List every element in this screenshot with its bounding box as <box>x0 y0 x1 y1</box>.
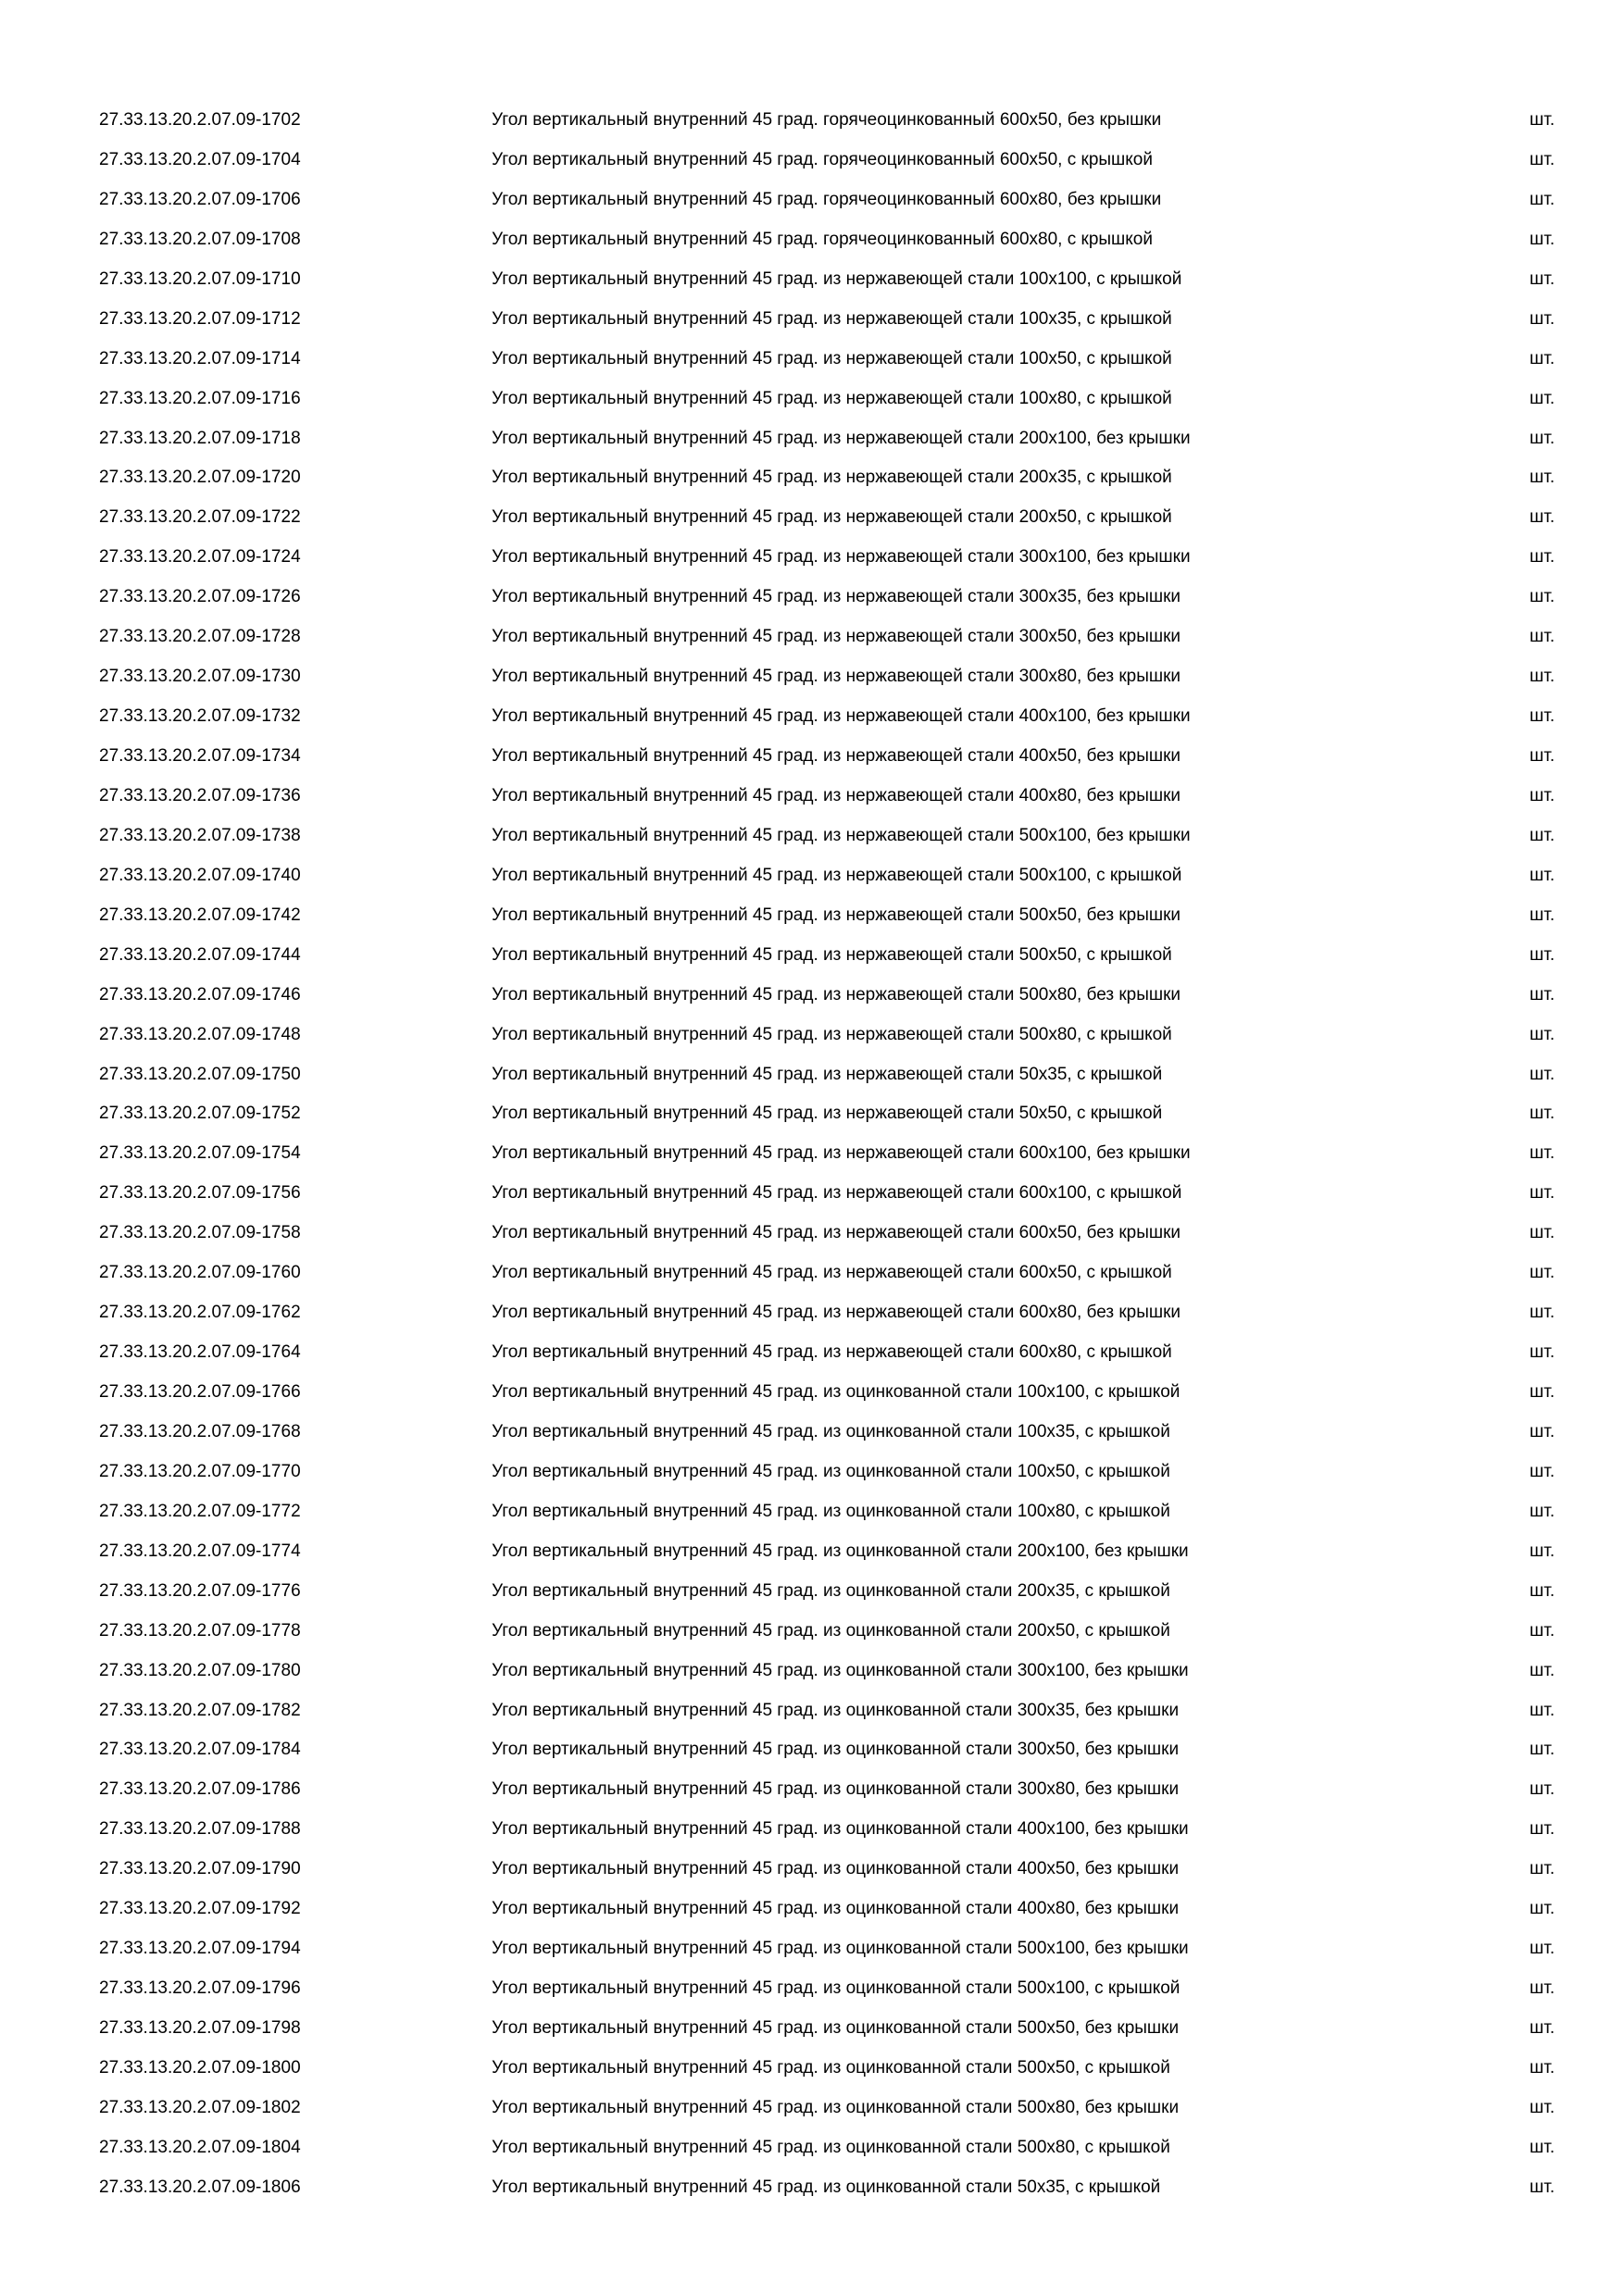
item-unit: шт. <box>1530 1859 1555 1879</box>
item-code: 27.33.13.20.2.07.09-1702 <box>99 110 301 130</box>
item-name: Угол вертикальный внутренний 45 град. горячеоцинкованный 600x50, с крышкой <box>492 149 1153 169</box>
item-code: 27.33.13.20.2.07.09-1790 <box>99 1859 301 1879</box>
item-unit: шт. <box>1530 110 1555 130</box>
table-row <box>0 226 1624 266</box>
item-unit: шт. <box>1530 825 1555 845</box>
item-code: 27.33.13.20.2.07.09-1726 <box>99 587 301 607</box>
table-row <box>0 942 1624 981</box>
item-code: 27.33.13.20.2.07.09-1756 <box>99 1183 301 1204</box>
item-name: Угол вертикальный внутренний 45 град. горячеоцинкованный 600x80, без крышки <box>492 189 1162 209</box>
item-unit: шт. <box>1530 2177 1555 2197</box>
table-row <box>0 703 1624 742</box>
item-code: 27.33.13.20.2.07.09-1800 <box>99 2057 301 2078</box>
item-name: Угол вертикальный внутренний 45 град. из нержавеющей стали 100x50, с крышкой <box>492 348 1172 368</box>
item-name: Угол вертикальный внутренний 45 град. из оцинкованной стали 400x50, без крышки <box>492 1859 1180 1879</box>
table-row <box>0 1458 1624 1498</box>
item-name: Угол вертикальный внутренний 45 град. из нержавеющей стали 200x50, с крышкой <box>492 507 1172 528</box>
table-row <box>0 306 1624 345</box>
item-name: Угол вертикальный внутренний 45 град. из нержавеющей стали 400x80, без крышки <box>492 785 1181 805</box>
table-row <box>0 1895 1624 1935</box>
table-row <box>0 2094 1624 2134</box>
table-row <box>0 1776 1624 1816</box>
item-name: Угол вертикальный внутренний 45 град. из нержавеющей стали 600x50, с крышкой <box>492 1263 1172 1283</box>
item-code: 27.33.13.20.2.07.09-1804 <box>99 2137 301 2157</box>
item-name: Угол вертикальный внутренний 45 град. из оцинкованной стали 300x100, без крышки <box>492 1660 1189 1680</box>
item-unit: шт. <box>1530 1421 1555 1441</box>
table-row <box>0 782 1624 822</box>
item-name: Угол вертикальный внутренний 45 град. из нержавеющей стали 400x50, без крышки <box>492 746 1181 766</box>
item-unit: шт. <box>1530 229 1555 249</box>
item-name: Угол вертикальный внутренний 45 град. из оцинкованной стали 300x50, без крышки <box>492 1740 1180 1760</box>
item-name: Угол вертикальный внутренний 45 град. из нержавеющей стали 600x50, без крышки <box>492 1223 1181 1243</box>
item-unit: шт. <box>1530 468 1555 488</box>
table-row <box>0 1339 1624 1379</box>
table-row <box>0 862 1624 902</box>
table-row <box>0 186 1624 226</box>
item-unit: шт. <box>1530 587 1555 607</box>
item-name: Угол вертикальный внутренний 45 град. из нержавеющей стали 500x100, без крышки <box>492 825 1191 845</box>
table-row <box>0 504 1624 543</box>
table-row <box>0 1578 1624 1617</box>
item-name: Угол вертикальный внутренний 45 град. из нержавеющей стали 600x80, с крышкой <box>492 1342 1172 1363</box>
item-name: Угол вертикальный внутренний 45 град. из оцинкованной стали 100x80, с крышкой <box>492 1501 1170 1521</box>
item-name: Угол вертикальный внутренний 45 град. из нержавеющей стали 300x35, без крышки <box>492 587 1181 607</box>
item-unit: шт. <box>1530 308 1555 329</box>
item-name: Угол вертикальный внутренний 45 град. из нержавеющей стали 300x50, без крышки <box>492 627 1181 647</box>
table-row <box>0 146 1624 186</box>
item-code: 27.33.13.20.2.07.09-1780 <box>99 1660 301 1680</box>
item-unit: шт. <box>1530 189 1555 209</box>
item-unit: шт. <box>1530 1899 1555 1919</box>
item-unit: шт. <box>1530 1740 1555 1760</box>
item-unit: шт. <box>1530 2057 1555 2078</box>
table-row <box>0 1935 1624 1975</box>
item-unit: шт. <box>1530 1223 1555 1243</box>
table-row <box>0 1219 1624 1259</box>
item-name: Угол вертикальный внутренний 45 град. из оцинкованной стали 200x50, с крышкой <box>492 1620 1170 1641</box>
item-unit: шт. <box>1530 1620 1555 1641</box>
item-code: 27.33.13.20.2.07.09-1802 <box>99 2097 301 2117</box>
table-row <box>0 1538 1624 1578</box>
item-unit: шт. <box>1530 1541 1555 1561</box>
item-code: 27.33.13.20.2.07.09-1706 <box>99 189 301 209</box>
item-code: 27.33.13.20.2.07.09-1782 <box>99 1700 301 1720</box>
table-row <box>0 2054 1624 2094</box>
item-name: Угол вертикальный внутренний 45 град. из оцинкованной стали 50x35, с крышкой <box>492 2177 1161 2197</box>
item-name: Угол вертикальный внутренний 45 град. из оцинкованной стали 500x80, без крышки <box>492 2097 1180 2117</box>
item-unit: шт. <box>1530 905 1555 925</box>
item-name: Угол вертикальный внутренний 45 град. из нержавеющей стали 200x100, без крышки <box>492 428 1191 448</box>
item-code: 27.33.13.20.2.07.09-1738 <box>99 825 301 845</box>
item-code: 27.33.13.20.2.07.09-1724 <box>99 547 301 568</box>
table-row <box>0 1697 1624 1737</box>
item-code: 27.33.13.20.2.07.09-1710 <box>99 268 301 289</box>
item-unit: шт. <box>1530 1779 1555 1800</box>
table-row <box>0 1061 1624 1101</box>
item-unit: шт. <box>1530 1382 1555 1402</box>
item-unit: шт. <box>1530 1939 1555 1959</box>
item-name: Угол вертикальный внутренний 45 град. из оцинкованной стали 500x50, с крышкой <box>492 2057 1170 2078</box>
table-row <box>0 623 1624 663</box>
item-code: 27.33.13.20.2.07.09-1718 <box>99 428 301 448</box>
item-unit: шт. <box>1530 1501 1555 1521</box>
item-code: 27.33.13.20.2.07.09-1778 <box>99 1620 301 1641</box>
table-row <box>0 1855 1624 1895</box>
item-unit: шт. <box>1530 1263 1555 1283</box>
table-row <box>0 1736 1624 1776</box>
table-row <box>0 385 1624 425</box>
item-code: 27.33.13.20.2.07.09-1768 <box>99 1421 301 1441</box>
table-row <box>0 1021 1624 1061</box>
item-name: Угол вертикальный внутренний 45 град. из оцинкованной стали 400x100, без крышки <box>492 1819 1189 1840</box>
item-name: Угол вертикальный внутренний 45 град. горячеоцинкованный 600x80, с крышкой <box>492 229 1153 249</box>
item-code: 27.33.13.20.2.07.09-1730 <box>99 667 301 687</box>
item-name: Угол вертикальный внутренний 45 град. из нержавеющей стали 100x35, с крышкой <box>492 308 1172 329</box>
table-row <box>0 981 1624 1021</box>
item-name: Угол вертикальный внутренний 45 град. из оцинкованной стали 500x80, с крышкой <box>492 2137 1170 2157</box>
item-code: 27.33.13.20.2.07.09-1766 <box>99 1382 301 1402</box>
table-row <box>0 2134 1624 2174</box>
item-name: Угол вертикальный внутренний 45 град. из нержавеющей стали 500x80, без крышки <box>492 984 1181 1004</box>
item-name: Угол вертикальный внутренний 45 град. из оцинкованной стали 500x100, без крышки <box>492 1939 1189 1959</box>
table-row <box>0 663 1624 703</box>
item-code: 27.33.13.20.2.07.09-1736 <box>99 785 301 805</box>
item-code: 27.33.13.20.2.07.09-1722 <box>99 507 301 528</box>
item-unit: шт. <box>1530 1461 1555 1481</box>
item-code: 27.33.13.20.2.07.09-1752 <box>99 1104 301 1124</box>
table-row <box>0 583 1624 623</box>
item-code: 27.33.13.20.2.07.09-1758 <box>99 1223 301 1243</box>
item-code: 27.33.13.20.2.07.09-1786 <box>99 1779 301 1800</box>
item-unit: шт. <box>1530 1104 1555 1124</box>
item-code: 27.33.13.20.2.07.09-1764 <box>99 1342 301 1363</box>
item-name: Угол вертикальный внутренний 45 град. из оцинкованной стали 100x35, с крышкой <box>492 1421 1170 1441</box>
item-unit: шт. <box>1530 1024 1555 1044</box>
price-list-table <box>0 106 1624 2214</box>
item-code: 27.33.13.20.2.07.09-1760 <box>99 1263 301 1283</box>
item-unit: шт. <box>1530 1700 1555 1720</box>
item-unit: шт. <box>1530 1978 1555 1999</box>
table-row <box>0 1657 1624 1697</box>
item-code: 27.33.13.20.2.07.09-1744 <box>99 944 301 965</box>
item-name: Угол вертикальный внутренний 45 град. из оцинкованной стали 400x80, без крышки <box>492 1899 1180 1919</box>
table-row <box>0 902 1624 942</box>
table-row <box>0 464 1624 504</box>
item-name: Угол вертикальный внутренний 45 град. из нержавеющей стали 100x100, с крышкой <box>492 268 1182 289</box>
table-row <box>0 106 1624 146</box>
item-code: 27.33.13.20.2.07.09-1742 <box>99 905 301 925</box>
table-row <box>0 1140 1624 1179</box>
item-code: 27.33.13.20.2.07.09-1728 <box>99 627 301 647</box>
table-row <box>0 1100 1624 1140</box>
table-row <box>0 266 1624 306</box>
table-row <box>0 2015 1624 2054</box>
item-code: 27.33.13.20.2.07.09-1732 <box>99 706 301 727</box>
item-code: 27.33.13.20.2.07.09-1798 <box>99 2018 301 2038</box>
table-row <box>0 1259 1624 1299</box>
item-code: 27.33.13.20.2.07.09-1770 <box>99 1461 301 1481</box>
item-code: 27.33.13.20.2.07.09-1754 <box>99 1143 301 1164</box>
item-unit: шт. <box>1530 507 1555 528</box>
table-row <box>0 1299 1624 1339</box>
item-name: Угол вертикальный внутренний 45 град. из оцинкованной стали 300x80, без крышки <box>492 1779 1180 1800</box>
item-name: Угол вертикальный внутренний 45 град. из нержавеющей стали 500x50, без крышки <box>492 905 1181 925</box>
item-unit: шт. <box>1530 1143 1555 1164</box>
item-code: 27.33.13.20.2.07.09-1746 <box>99 984 301 1004</box>
item-unit: шт. <box>1530 2097 1555 2117</box>
item-code: 27.33.13.20.2.07.09-1720 <box>99 468 301 488</box>
item-name: Угол вертикальный внутренний 45 град. из нержавеющей стали 100x80, с крышкой <box>492 388 1172 408</box>
item-code: 27.33.13.20.2.07.09-1792 <box>99 1899 301 1919</box>
item-code: 27.33.13.20.2.07.09-1774 <box>99 1541 301 1561</box>
item-code: 27.33.13.20.2.07.09-1796 <box>99 1978 301 1999</box>
item-unit: шт. <box>1530 388 1555 408</box>
item-code: 27.33.13.20.2.07.09-1788 <box>99 1819 301 1840</box>
table-row <box>0 1379 1624 1418</box>
item-unit: шт. <box>1530 627 1555 647</box>
table-row <box>0 345 1624 385</box>
item-code: 27.33.13.20.2.07.09-1772 <box>99 1501 301 1521</box>
item-name: Угол вертикальный внутренний 45 град. из оцинкованной стали 100x100, с крышкой <box>492 1382 1181 1402</box>
item-name: Угол вертикальный внутренний 45 град. горячеоцинкованный 600x50, без крышки <box>492 110 1162 130</box>
item-name: Угол вертикальный внутренний 45 град. из оцинкованной стали 300x35, без крышки <box>492 1700 1180 1720</box>
item-code: 27.33.13.20.2.07.09-1750 <box>99 1064 301 1084</box>
item-name: Угол вертикальный внутренний 45 град. из оцинкованной стали 200x35, с крышкой <box>492 1580 1170 1601</box>
item-name: Угол вертикальный внутренний 45 град. из нержавеющей стали 500x50, с крышкой <box>492 944 1172 965</box>
item-name: Угол вертикальный внутренний 45 град. из нержавеющей стали 300x100, без крышки <box>492 547 1191 568</box>
item-unit: шт. <box>1530 1819 1555 1840</box>
item-unit: шт. <box>1530 1342 1555 1363</box>
item-name: Угол вертикальный внутренний 45 град. из нержавеющей стали 300x80, без крышки <box>492 667 1181 687</box>
item-unit: шт. <box>1530 348 1555 368</box>
item-code: 27.33.13.20.2.07.09-1748 <box>99 1024 301 1044</box>
item-code: 27.33.13.20.2.07.09-1712 <box>99 308 301 329</box>
item-name: Угол вертикальный внутренний 45 град. из оцинкованной стали 500x100, с крышкой <box>492 1978 1181 1999</box>
item-name: Угол вертикальный внутренний 45 град. из нержавеющей стали 50x50, с крышкой <box>492 1104 1163 1124</box>
table-row <box>0 1975 1624 2015</box>
item-unit: шт. <box>1530 547 1555 568</box>
item-code: 27.33.13.20.2.07.09-1784 <box>99 1740 301 1760</box>
item-unit: шт. <box>1530 2137 1555 2157</box>
item-unit: шт. <box>1530 706 1555 727</box>
table-row <box>0 1816 1624 1855</box>
item-name: Угол вертикальный внутренний 45 град. из нержавеющей стали 600x80, без крышки <box>492 1303 1181 1323</box>
item-code: 27.33.13.20.2.07.09-1714 <box>99 348 301 368</box>
item-code: 27.33.13.20.2.07.09-1716 <box>99 388 301 408</box>
item-name: Угол вертикальный внутренний 45 град. из нержавеющей стали 600x100, с крышкой <box>492 1183 1182 1204</box>
item-unit: шт. <box>1530 1660 1555 1680</box>
item-code: 27.33.13.20.2.07.09-1704 <box>99 149 301 169</box>
table-row <box>0 822 1624 862</box>
item-name: Угол вертикальный внутренний 45 град. из нержавеющей стали 50x35, с крышкой <box>492 1064 1163 1084</box>
item-name: Угол вертикальный внутренний 45 град. из нержавеющей стали 500x80, с крышкой <box>492 1024 1172 1044</box>
item-unit: шт. <box>1530 984 1555 1004</box>
item-unit: шт. <box>1530 428 1555 448</box>
item-name: Угол вертикальный внутренний 45 град. из оцинкованной стали 200x100, без крышки <box>492 1541 1189 1561</box>
table-row <box>0 1617 1624 1657</box>
item-code: 27.33.13.20.2.07.09-1762 <box>99 1303 301 1323</box>
item-name: Угол вертикальный внутренний 45 град. из оцинкованной стали 500x50, без крышки <box>492 2018 1180 2038</box>
table-row <box>0 425 1624 465</box>
item-name: Угол вертикальный внутренний 45 град. из нержавеющей стали 500x100, с крышкой <box>492 865 1182 885</box>
table-row <box>0 1179 1624 1219</box>
item-unit: шт. <box>1530 1064 1555 1084</box>
table-row <box>0 2174 1624 2214</box>
item-unit: шт. <box>1530 1580 1555 1601</box>
item-code: 27.33.13.20.2.07.09-1794 <box>99 1939 301 1959</box>
item-unit: шт. <box>1530 1183 1555 1204</box>
item-unit: шт. <box>1530 268 1555 289</box>
item-name: Угол вертикальный внутренний 45 град. из нержавеющей стали 400x100, без крышки <box>492 706 1191 727</box>
table-row <box>0 1498 1624 1538</box>
item-unit: шт. <box>1530 667 1555 687</box>
item-unit: шт. <box>1530 944 1555 965</box>
item-unit: шт. <box>1530 1303 1555 1323</box>
item-unit: шт. <box>1530 785 1555 805</box>
item-code: 27.33.13.20.2.07.09-1708 <box>99 229 301 249</box>
item-name: Угол вертикальный внутренний 45 град. из нержавеющей стали 600x100, без крышки <box>492 1143 1191 1164</box>
item-code: 27.33.13.20.2.07.09-1806 <box>99 2177 301 2197</box>
table-row <box>0 1418 1624 1458</box>
item-code: 27.33.13.20.2.07.09-1740 <box>99 865 301 885</box>
item-unit: шт. <box>1530 149 1555 169</box>
item-unit: шт. <box>1530 2018 1555 2038</box>
item-code: 27.33.13.20.2.07.09-1776 <box>99 1580 301 1601</box>
item-code: 27.33.13.20.2.07.09-1734 <box>99 746 301 766</box>
item-unit: шт. <box>1530 865 1555 885</box>
item-name: Угол вертикальный внутренний 45 град. из оцинкованной стали 100x50, с крышкой <box>492 1461 1170 1481</box>
item-name: Угол вертикальный внутренний 45 град. из нержавеющей стали 200x35, с крышкой <box>492 468 1172 488</box>
table-row <box>0 742 1624 782</box>
item-unit: шт. <box>1530 746 1555 766</box>
table-row <box>0 543 1624 583</box>
